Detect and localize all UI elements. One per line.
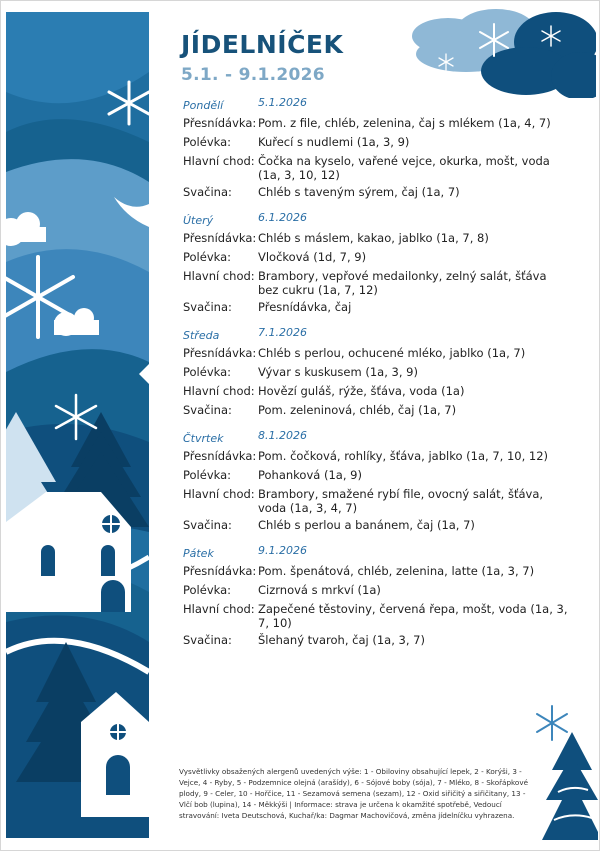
meal-row-soup: [183, 365, 568, 381]
meal-label: Svačina:: [183, 300, 232, 314]
day-date: 9.1.2026: [258, 544, 307, 557]
day-date: 7.1.2026: [258, 326, 307, 339]
cloud-icon: [406, 6, 596, 98]
cloud-decoration: [406, 6, 596, 98]
day-name: Středa: [183, 329, 220, 342]
meal-text: Pom. čočková, rohlíky, šťáva, jablko (1a, 7, 10, 12): [258, 449, 549, 463]
meal-label: Polévka:: [183, 468, 232, 482]
week-date-range: 5.1. - 9.1.2026: [181, 65, 325, 85]
meal-text: Chléb s máslem, kakao, jablko (1a, 7, 8): [258, 231, 489, 245]
meal-row-snack-afternoon: [183, 633, 568, 649]
meal-label: Polévka:: [183, 365, 232, 379]
meal-label: Polévka:: [183, 135, 232, 149]
meal-label: Hlavní chod:: [183, 487, 255, 501]
meal-label: Přesnídávka:: [183, 231, 257, 245]
meal-row-main-course: [183, 269, 568, 297]
corner-tree-decoration: [532, 700, 598, 846]
meal-text: Chléb s taveným sýrem, čaj (1a, 7): [258, 185, 460, 199]
meal-label: Přesnídávka:: [183, 116, 257, 130]
meal-row-main-course: [183, 487, 568, 515]
winter-scene-graphic: [6, 12, 149, 838]
winter-illustration-panel: [6, 12, 149, 838]
meal-label: Přesnídávka:: [183, 346, 257, 360]
snowflake-icon: [537, 706, 567, 740]
meal-text: Kuřecí s nudlemi (1a, 3, 9): [258, 135, 410, 149]
day-header: [183, 544, 568, 564]
meal-row-main-course: [183, 602, 568, 630]
meal-row-snack-morning: [183, 564, 568, 580]
weekly-menu: [183, 96, 568, 659]
meal-text: Chléb s perlou a banánem, čaj (1a, 7): [258, 518, 475, 532]
meal-row-soup: [183, 250, 568, 266]
meal-text: Vývar s kuskusem (1a, 3, 9): [258, 365, 418, 379]
meal-text: Brambory, smažené rybí file, ovocný salát, šťáva, voda (1a, 3, 4, 7): [258, 487, 544, 515]
day-thursday: [183, 429, 568, 534]
day-name: Úterý: [183, 214, 214, 227]
meal-row-snack-afternoon: [183, 403, 568, 419]
meal-row-snack-morning: [183, 449, 568, 465]
day-name: Pondělí: [183, 99, 224, 112]
meal-row-snack-afternoon: [183, 518, 568, 534]
meal-row-main-course: [183, 384, 568, 400]
tree-icon: [532, 700, 598, 846]
meal-text: Pohanková (1a, 9): [258, 468, 362, 482]
allergen-legend: Vysvětlivky obsažených alergenů uvedených výše: 1 - Obiloviny obsahující lepek, 2 - Korýši, 3 - Vejce, 4 - Ryby, 5 - Podzemnice olejná (arašídy), 6 - Sójové boby (sója), 7 - Mléko, 8 - Skořápkové plody, 9 - Celer, 10 - Hořčice, 11 - Sezamová semena (sezam), 12 - Oxid siřičitý a siřičitany, 13 - Vlčí bob (lupina), 14 - Měkkýši | Informace: strava je určena k okamžité spotřebě, Vedoucí stravování: Iveta Deutschová, Kuchař/ka: Dagmar Machovičová, změna jídelníčku vyhrazena.: [179, 767, 528, 820]
day-header: [183, 429, 568, 449]
meal-text: Pom. špenátová, chléb, zelenina, latte (1a, 3, 7): [258, 564, 535, 578]
meal-text: Pom. z file, chléb, zelenina, čaj s mlékem (1a, 4, 7): [258, 116, 551, 130]
day-date: 6.1.2026: [258, 211, 307, 224]
meal-row-main-course: [183, 154, 568, 182]
meal-label: Polévka:: [183, 250, 232, 264]
day-name: Čtvrtek: [183, 432, 224, 445]
day-header: [183, 96, 568, 116]
meal-label: Svačina:: [183, 518, 232, 532]
day-wednesday: [183, 326, 568, 419]
meal-text: Šlehaný tvaroh, čaj (1a, 3, 7): [258, 633, 425, 647]
day-date: 5.1.2026: [258, 96, 307, 109]
day-name: Pátek: [183, 547, 214, 560]
meal-text: Čočka na kyselo, vařené vejce, okurka, mošt, voda (1a, 3, 10, 12): [258, 154, 550, 182]
meal-row-soup: [183, 468, 568, 484]
meal-text: Cizrnová s mrkví (1a): [258, 583, 381, 597]
meal-text: Zapečené těstoviny, červená řepa, mošt, voda (1a, 3, 7, 10): [258, 602, 568, 630]
meal-label: Hlavní chod:: [183, 154, 255, 168]
meal-label: Přesnídávka:: [183, 449, 257, 463]
page-title: JÍDELNÍČEK: [181, 30, 344, 59]
day-header: [183, 326, 568, 346]
meal-row-soup: [183, 135, 568, 151]
meal-row-snack-morning: [183, 116, 568, 132]
meal-text: Chléb s perlou, ochucené mléko, jablko (1a, 7): [258, 346, 526, 360]
meal-label: Svačina:: [183, 633, 232, 647]
meal-text: Vločková (1d, 7, 9): [258, 250, 367, 264]
meal-row-snack-afternoon: [183, 300, 568, 316]
meal-label: Svačina:: [183, 403, 232, 417]
meal-row-soup: [183, 583, 568, 599]
meal-text: Pom. zeleninová, chléb, čaj (1a, 7): [258, 403, 457, 417]
meal-label: Hlavní chod:: [183, 384, 255, 398]
meal-row-snack-morning: [183, 346, 568, 362]
day-header: [183, 211, 568, 231]
day-date: 8.1.2026: [258, 429, 307, 442]
house-icon: [6, 492, 131, 612]
meal-text: Hovězí guláš, rýže, šťáva, voda (1a): [258, 384, 465, 398]
day-friday: [183, 544, 568, 649]
meal-label: Hlavní chod:: [183, 269, 255, 283]
meal-text: Brambory, vepřové medailonky, zelný salát, šťáva bez cukru (1a, 7, 12): [258, 269, 547, 297]
meal-label: Přesnídávka:: [183, 564, 257, 578]
meal-text: Přesnídávka, čaj: [258, 300, 352, 314]
meal-label: Polévka:: [183, 583, 232, 597]
meal-row-snack-morning: [183, 231, 568, 247]
meal-label: Hlavní chod:: [183, 602, 255, 616]
day-tuesday: [183, 211, 568, 316]
day-monday: [183, 96, 568, 201]
meal-row-snack-afternoon: [183, 185, 568, 201]
meal-label: Svačina:: [183, 185, 232, 199]
